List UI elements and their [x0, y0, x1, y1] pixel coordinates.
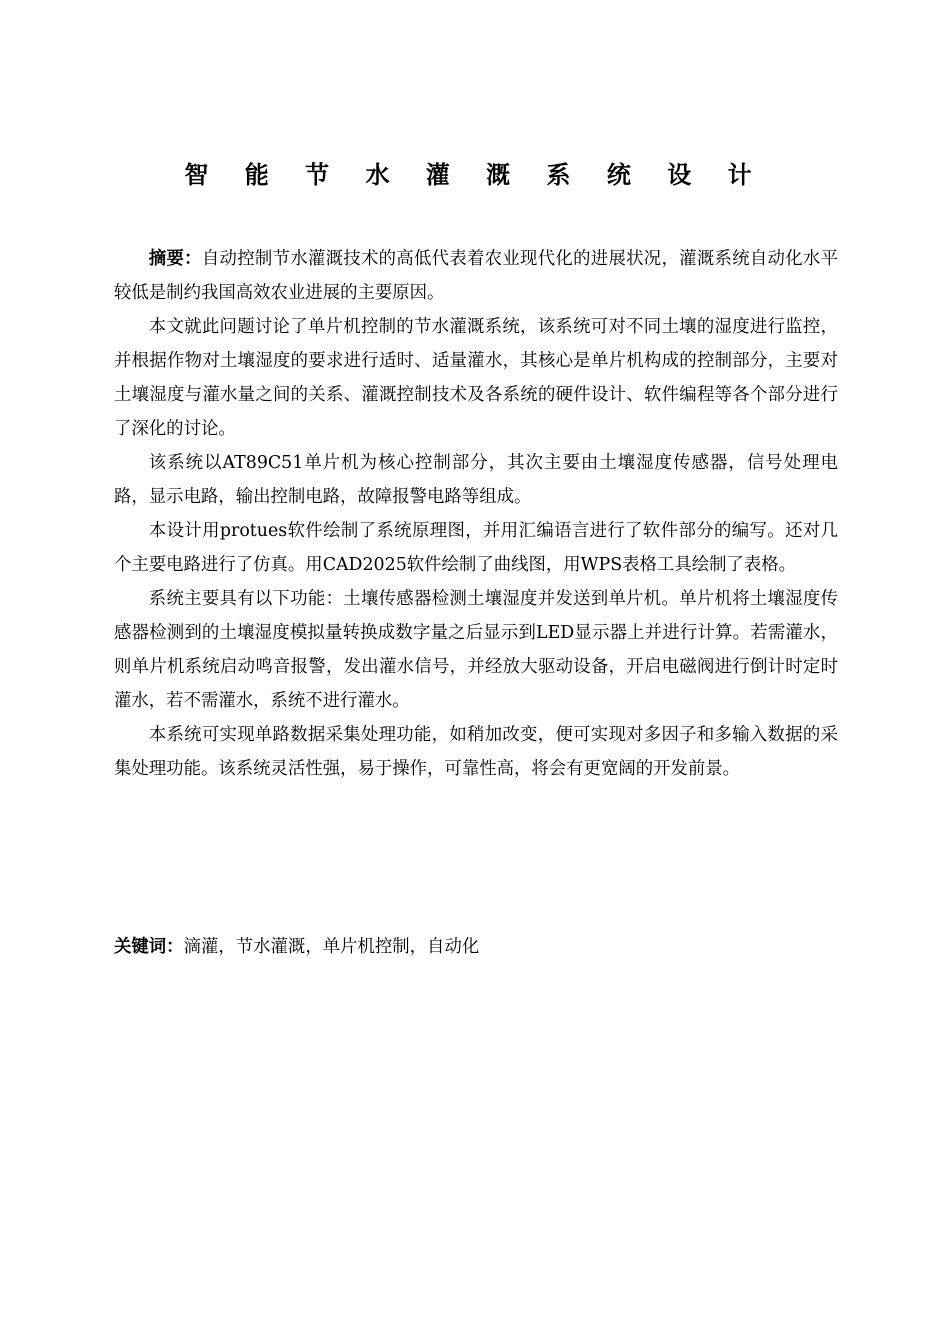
abstract-paragraph-1-text: 自动控制节水灌溉技术的高低代表着农业现代化的进展状况，灌溉系统自动化水平较低是制约我国高效农业进展的主要原因。 — [114, 249, 838, 303]
abstract-paragraph-4: 本设计用protues软件绘制了系统原理图，并用汇编语言进行了软件部分的编写。还对几个主要电路进行了仿真。用CAD2025软件绘制了曲线图，用WPS表格工具绘制了表格。 — [114, 521, 838, 575]
abstract-paragraph-3: 该系统以AT89C51单片机为核心控制部分，其次主要由土壤湿度传感器，信号处理电路，显示电路，输出控制电路，故障报警电路等组成。 — [114, 453, 838, 507]
keywords-label: 关键词： — [114, 937, 184, 957]
abstract-paragraph-6: 本系统可实现单路数据采集处理功能，如稍加改变，便可实现对多因子和多输入数据的采集处理功能。该系统灵活性强，易于操作，可靠性高，将会有更宽阔的开发前景。 — [114, 725, 838, 779]
keywords-text: 滴灌，节水灌溉，单片机控制，自动化 — [183, 937, 480, 957]
document-title: 智 能 节 水 灌 溉 系 统 设 计 — [184, 161, 766, 189]
keywords-line — [114, 930, 838, 964]
abstract-paragraph-2: 本文就此问题讨论了单片机控制的节水灌溉系统，该系统可对不同土壤的湿度进行监控，并根据作物对土壤湿度的要求进行适时、适量灌水，其核心是单片机构成的控制部分，主要对土壤湿度与灌水量之间的关系、灌溉控制技术及各系统的硬件设计、软件编程等各个部分进行了深化的讨论。 — [114, 317, 838, 439]
abstract-section — [114, 242, 838, 786]
abstract-paragraph-1 — [114, 242, 838, 310]
abstract-paragraph-5: 系统主要具有以下功能：土壤传感器检测土壤湿度并发送到单片机。单片机将土壤湿度传感器检测到的土壤湿度模拟量转换成数字量之后显示到LED显示器上并进行计算。若需灌水，则单片机系统启动鸣音报警，发出灌水信号，并经放大驱动设备，开启电磁阀进行倒计时定时灌水，若不需灌水，系统不进行灌水。 — [114, 589, 838, 711]
abstract-label: 摘要： — [148, 249, 202, 269]
